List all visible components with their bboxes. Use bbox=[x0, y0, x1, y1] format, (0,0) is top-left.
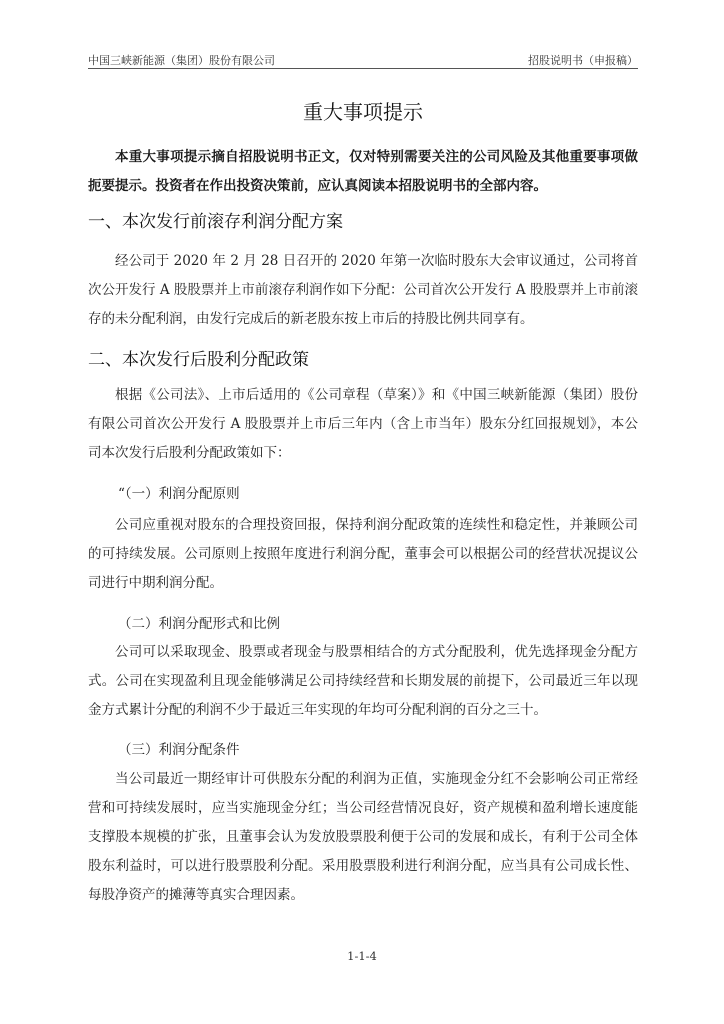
section-2-paragraph: 根据《公司法》、上市后适用的《公司章程（草案）》和《中国三峡新能源（集团）股份有限公司首次公开发行 A 股股票并上市后三年内（含上市当年）股东分红回报规划》，本公司本次发行后股利分配政策如下： bbox=[88, 387, 638, 461]
section-heading-2: 二、本次发行后股利分配政策 bbox=[88, 350, 309, 370]
header-divider bbox=[88, 68, 638, 69]
subsection-2-paragraph: 公司可以采取现金、股票或者现金与股票相结合的方式分配股利，优先选择现金分配方式。公司在实现盈利且现金能够满足公司持续经营和长期发展的前提下，公司最近三年以现金方式累计分配的利润不少于最近三年实现的年均可分配利润的百分之三十。 bbox=[88, 644, 638, 718]
page-header bbox=[88, 52, 638, 68]
page-title: 重大事项提示 bbox=[303, 100, 423, 124]
page-number: 1-1-4 bbox=[347, 949, 377, 963]
subsection-title-2: （二）利润分配形式和比例 bbox=[118, 616, 280, 632]
section-1-paragraph: 经公司于 2020 年 2 月 28 日召开的 2020 年第一次临时股东大会审议通过，公司将首次公开发行 A 股股票并上市前滚存利润作如下分配：公司首次公开发行 A 股股票并上市前滚存的未分配利润，由发行完成后的新老股东按上市后的持股比例共同享有。 bbox=[88, 253, 638, 327]
subsection-title-1: “（一）利润分配原则 bbox=[118, 486, 240, 502]
subsection-title-3: （三）利润分配条件 bbox=[118, 742, 240, 758]
header-document-type: 招股说明书（申报稿） bbox=[528, 54, 638, 67]
subsection-3-paragraph: 当公司最近一期经审计可供股东分配的利润为正值，实施现金分红不会影响公司正常经营和可持续发展时，应当实施现金分红；当公司经营情况良好，资产规模和盈利增长速度能支撑股本规模的扩张，且董事会认为发放股票股利便于公司的发展和成长，有利于公司全体股东利益时，可以进行股票股利分配。采用股票股利进行利润分配，应当具有公司成长性、每股净资产的摊薄等真实合理因素。 bbox=[88, 771, 638, 903]
intro-paragraph: 本重大事项提示摘自招股说明书正文，仅对特别需要关注的公司风险及其他重要事项做扼要提示。投资者在作出投资决策前，应认真阅读本招股说明书的全部内容。 bbox=[88, 149, 638, 194]
section-heading-1: 一、本次发行前滚存利润分配方案 bbox=[88, 212, 343, 232]
header-company-name: 中国三峡新能源（集团）股份有限公司 bbox=[88, 54, 275, 67]
subsection-1-paragraph: 公司应重视对股东的合理投资回报，保持利润分配政策的连续性和稳定性，并兼顾公司的可持续发展。公司原则上按照年度进行利润分配，董事会可以根据公司的经营状况提议公司进行中期利润分配。 bbox=[88, 517, 638, 591]
